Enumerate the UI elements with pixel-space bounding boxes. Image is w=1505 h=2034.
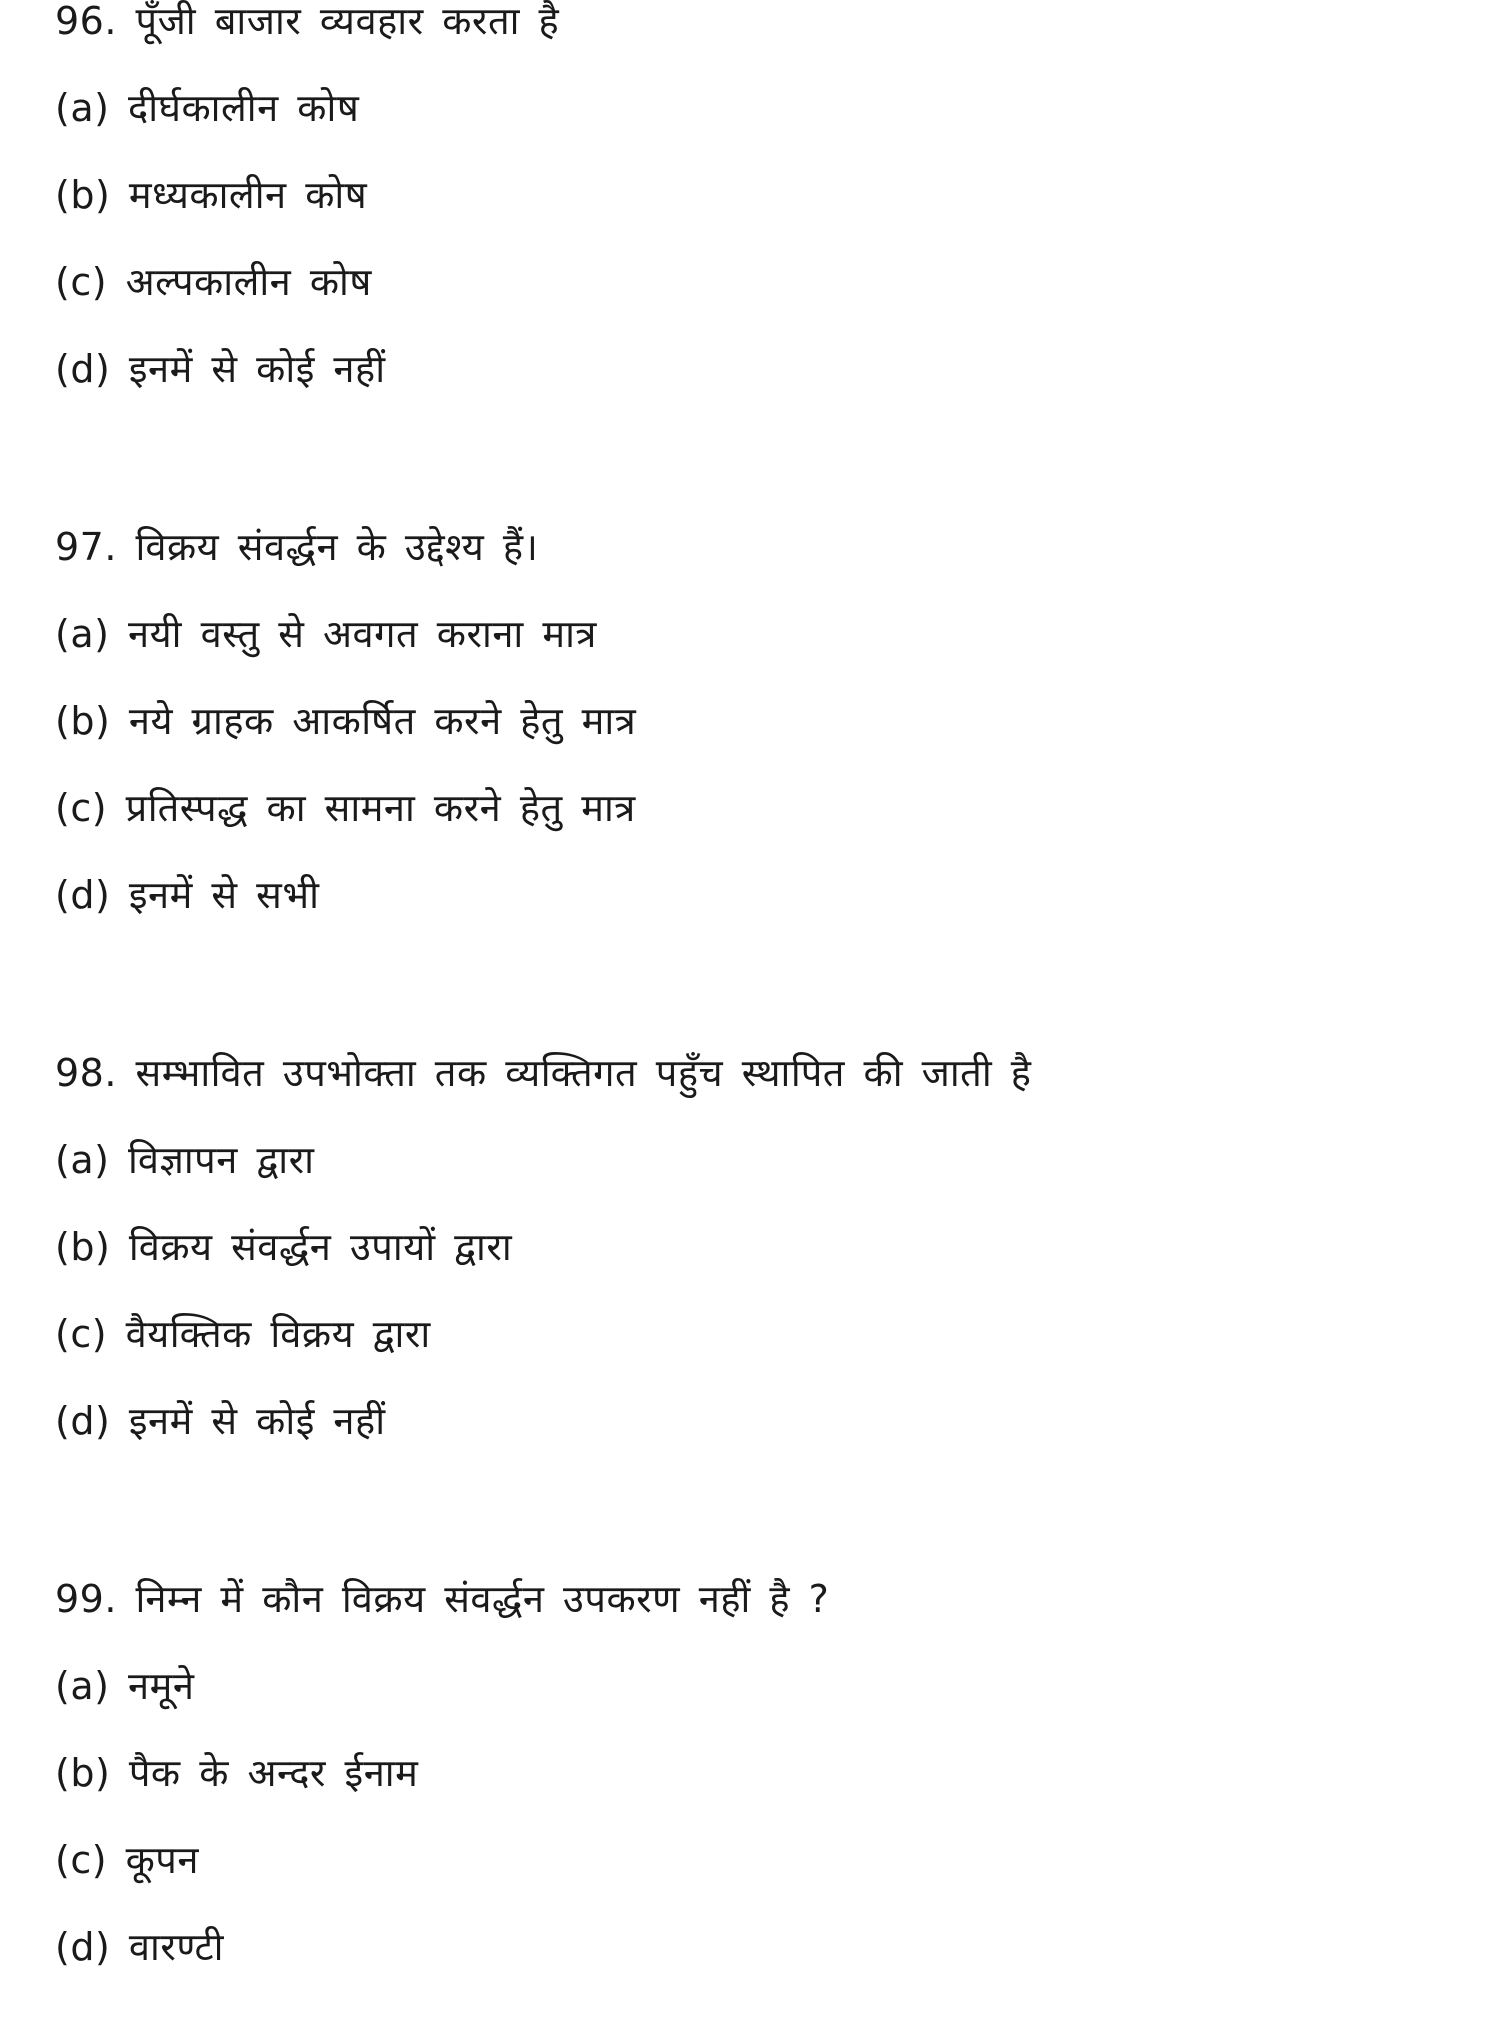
option-c: (c) कूपन: [55, 1838, 199, 1882]
option-c: (c) प्रतिस्पद्ध का सामना करने हेतु मात्र: [55, 786, 636, 830]
option-d: (d) इनमें से कोई नहीं: [55, 347, 386, 391]
option-b: (b) नये ग्राहक आकर्षित करने हेतु मात्र: [55, 699, 637, 743]
option-c: (c) वैयक्तिक विक्रय द्वारा: [55, 1312, 431, 1356]
question-98: [55, 1030, 1455, 1465]
option-b: (b) विक्रय संवर्द्धन उपायों द्वारा: [55, 1225, 513, 1269]
question-99: [55, 1556, 1455, 1991]
option-b: (b) पैक के अन्दर ईनाम: [55, 1751, 419, 1795]
option-d: (d) इनमें से कोई नहीं: [55, 1399, 386, 1443]
option-a: (a) विज्ञापन द्वारा: [55, 1138, 315, 1182]
question-text: 98. सम्भावित उपभोक्ता तक व्यक्तिगत पहुँच स्थापित की जाती है: [55, 1051, 1032, 1095]
question-97: [55, 504, 1455, 939]
option-d: (d) वारण्टी: [55, 1925, 224, 1969]
option-a: (a) नयी वस्तु से अवगत कराना मात्र: [55, 612, 597, 656]
option-a: (a) दीर्घकालीन कोष: [55, 86, 360, 130]
question-96: [55, 0, 1455, 413]
question-text: 96. पूँजी बाजार व्यवहार करता है: [55, 0, 560, 43]
option-a: (a) नमूने: [55, 1664, 195, 1708]
question-text: 97. विक्रय संवर्द्धन के उद्देश्य हैं।: [55, 525, 539, 569]
question-text: 99. निम्न में कौन विक्रय संवर्द्धन उपकरण नहीं है ?: [55, 1577, 830, 1621]
option-b: (b) मध्यकालीन कोष: [55, 173, 368, 217]
option-c: (c) अल्पकालीन कोष: [55, 260, 372, 304]
option-d: (d) इनमें से सभी: [55, 873, 320, 917]
